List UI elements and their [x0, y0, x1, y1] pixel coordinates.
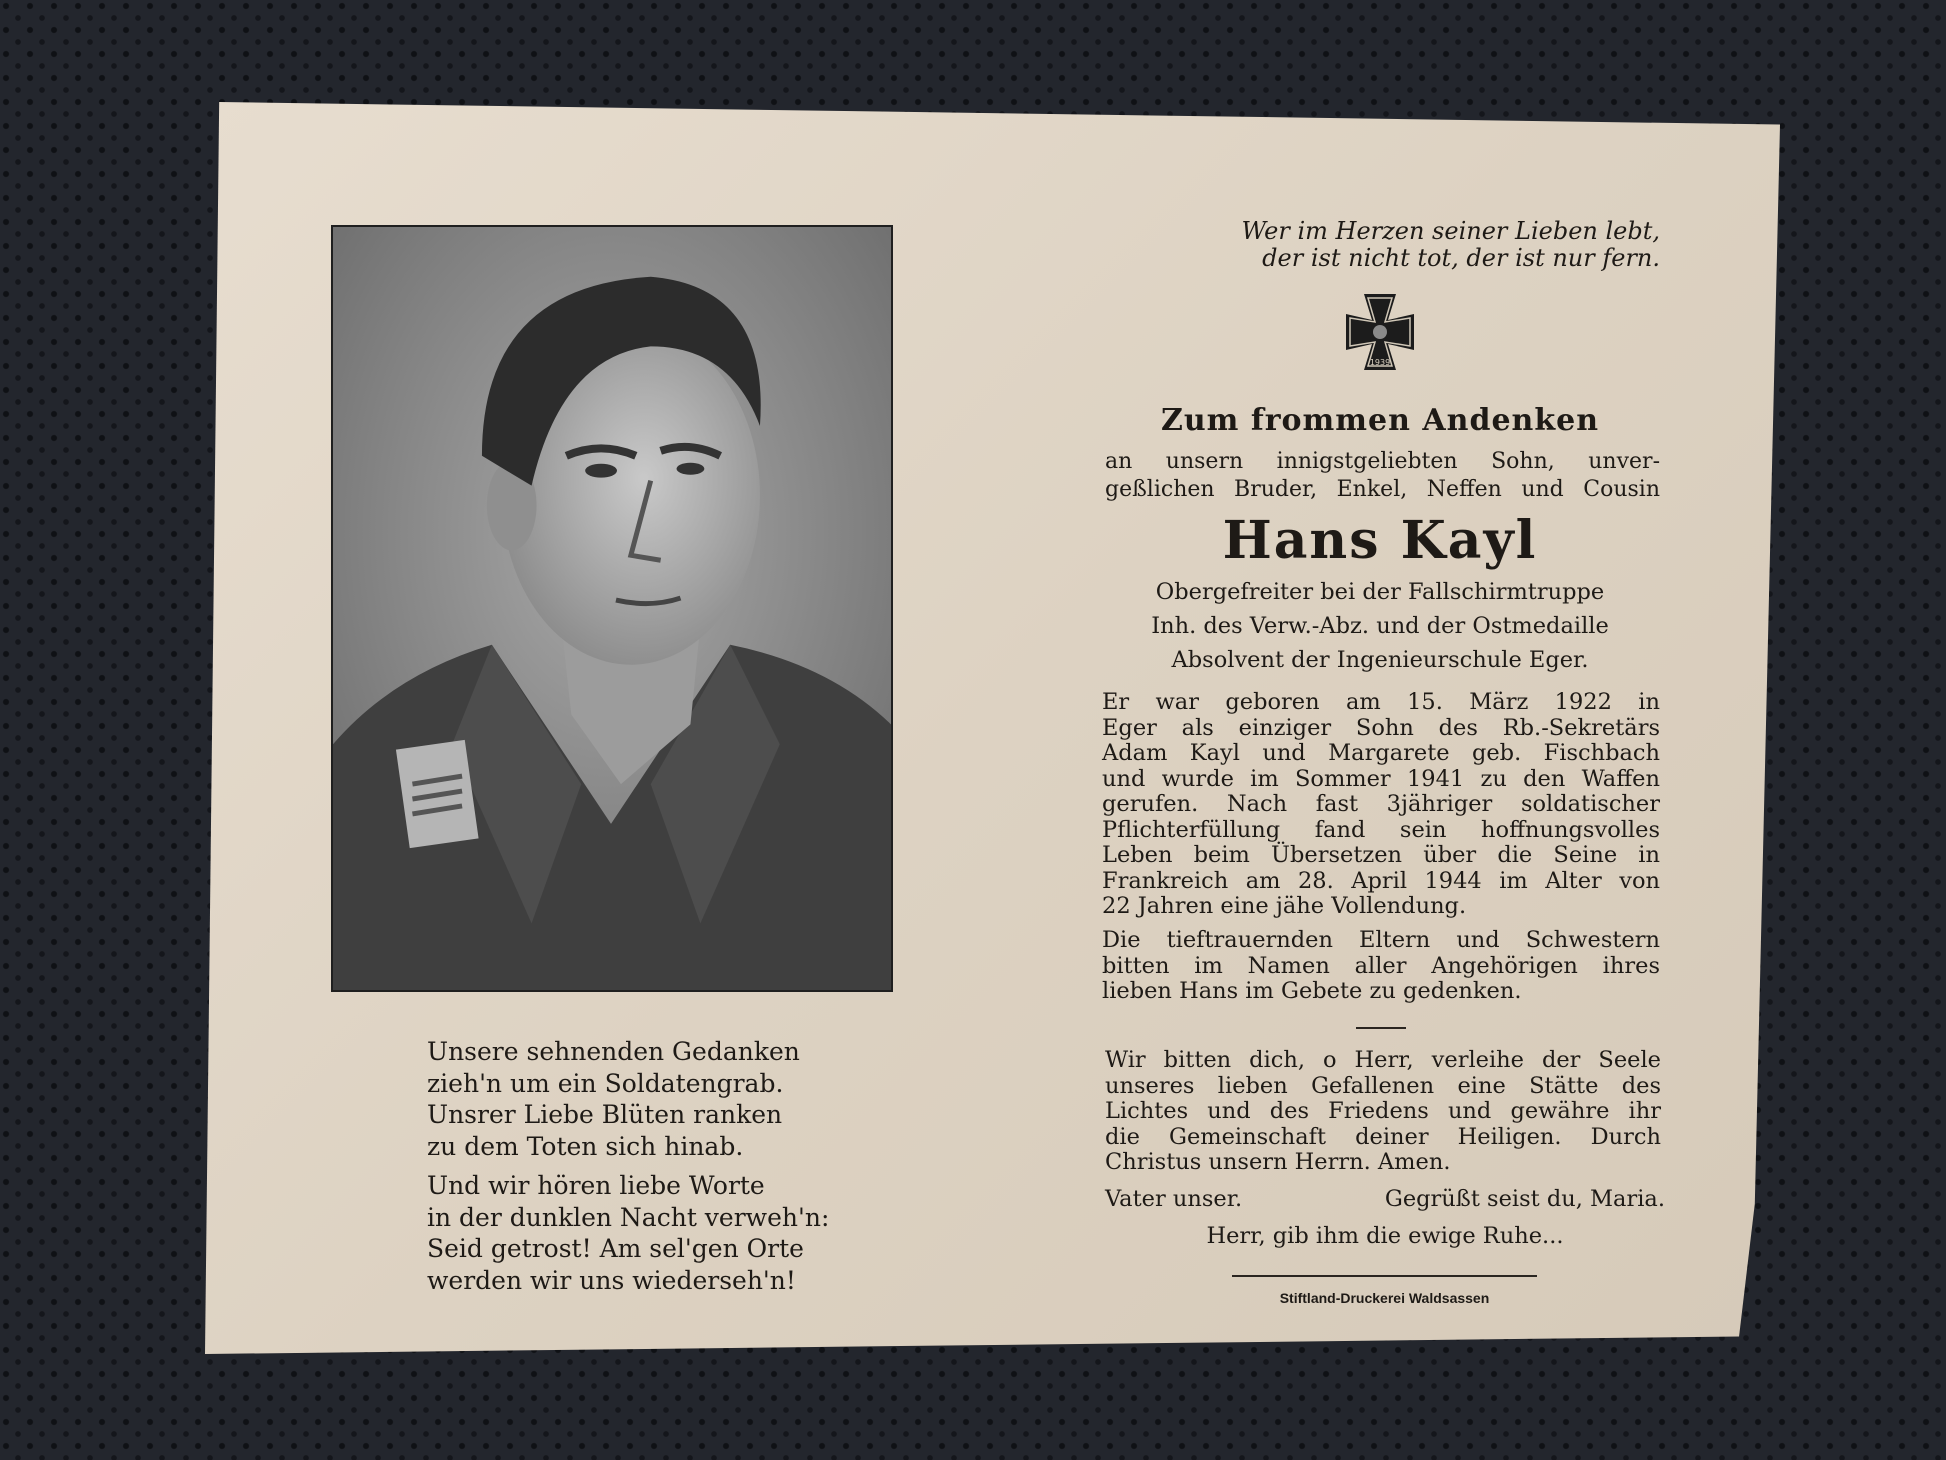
prayer-line: Lichtes und des Friedens und gewähre ihr: [1105, 1098, 1661, 1124]
bio-line: und wurde im Sommer 1941 zu den Waffen: [1102, 765, 1660, 792]
closing-last: Herr, gib ihm die ewige Ruhe...: [1206, 1223, 1564, 1249]
motto-line: der ist nicht tot, der ist nur fern.: [1262, 244, 1660, 272]
cross-year: 1939: [1369, 358, 1391, 367]
intro-text: [1105, 448, 1660, 504]
poem-line: zu dem Toten sich hinab.: [427, 1131, 744, 1161]
card-heading: Zum frommen Andenken: [1160, 403, 1600, 438]
poem-line: zieh'n um ein Soldatengrab.: [427, 1068, 784, 1098]
bio-line: gerufen. Nach fast 3jähriger soldatischer: [1102, 791, 1660, 817]
intro-line: geßlichen Bruder, Enkel, Neffen und Cousin: [1105, 477, 1660, 502]
biography-paragraph: [1102, 690, 1660, 920]
intro-line: an unsern innigstgeliebten Sohn, unver-: [1105, 449, 1660, 474]
prayer-line: Christus unsern Herrn. Amen.: [1105, 1149, 1451, 1175]
prayer-line: Wir bitten dich, o Herr, verleihe der Seele: [1105, 1047, 1661, 1073]
deceased-name: Hans Kayl: [1222, 510, 1538, 571]
printer-credit: Stiftland-Druckerei Waldsassen: [1279, 1290, 1490, 1306]
bio-line: 22 Jahren eine jähe Vollendung.: [1102, 893, 1467, 919]
bio-line: Leben beim Übersetzen über die Seine in: [1102, 842, 1660, 868]
bio2-line: lieben Hans im Gebete zu gedenken.: [1102, 978, 1522, 1004]
rank-line: Inh. des Verw.-Abz. und der Ostmedaille: [1151, 613, 1609, 639]
prayer-paragraph: [1105, 1048, 1661, 1176]
bio-line: Frankreich am 28. April 1944 im Alter von: [1102, 867, 1660, 894]
divider: [1232, 1275, 1537, 1277]
memorial-poem: [427, 1036, 867, 1296]
bio2-line: bitten im Namen aller Angehörigen ihres: [1102, 952, 1660, 979]
motto-line: Wer im Herzen seiner Lieben lebt,: [1241, 217, 1660, 245]
prayer-line: unseres lieben Gefallenen eine Stätte des: [1105, 1072, 1661, 1099]
poem-line: Unsere sehnenden Gedanken: [427, 1037, 800, 1066]
rank-line: Absolvent der Ingenieurschule Eger.: [1171, 647, 1589, 673]
bio-line: Pflichterfüllung fand sein hoffnungsvolles: [1102, 816, 1660, 843]
poem-line: Unsrer Liebe Blüten ranken: [427, 1100, 783, 1129]
closing-prayers: [1105, 1187, 1665, 1249]
closing-left: Vater unser.: [1105, 1186, 1243, 1212]
iron-cross-icon: [1330, 292, 1430, 372]
soldier-portrait-photo: [331, 225, 893, 992]
poem-line: Und wir hören liebe Worte: [427, 1171, 765, 1200]
rank-details: [1090, 575, 1670, 677]
rank-line: Obergefreiter bei der Fallschirmtruppe: [1155, 579, 1605, 605]
closing-right: Gegrüßt seist du, Maria.: [1384, 1186, 1665, 1212]
motto-quote: [1160, 218, 1660, 272]
family-request-paragraph: [1102, 928, 1660, 1005]
bio-line: Eger als einziger Sohn des Rb.-Sekretärs: [1102, 714, 1660, 741]
bio-line: Adam Kayl und Margarete geb. Fischbach: [1102, 740, 1660, 766]
bio2-line: Die tieftrauernden Eltern und Schwestern: [1102, 927, 1660, 953]
poem-line: in der dunklen Nacht verweh'n:: [427, 1202, 830, 1232]
poem-line: Seid getrost! Am sel'gen Orte: [427, 1234, 804, 1263]
bio-line: Er war geboren am 15. März 1922 in: [1102, 689, 1660, 715]
divider: [1356, 1027, 1406, 1029]
poem-line: werden wir uns wiederseh'n!: [427, 1265, 796, 1295]
prayer-line: die Gemeinschaft deiner Heiligen. Durch: [1105, 1123, 1661, 1150]
